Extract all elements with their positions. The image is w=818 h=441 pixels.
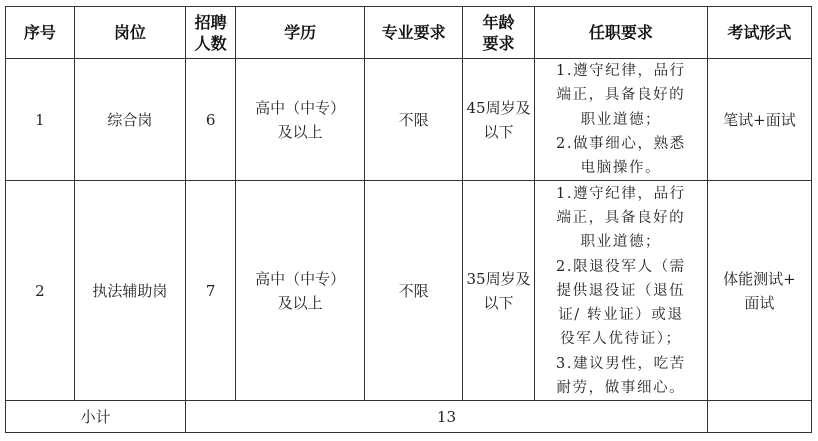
header-age: 年龄 要求 [463, 7, 535, 59]
header-position: 岗位 [74, 7, 185, 59]
cell-count: 7 [186, 181, 236, 401]
header-count: 招聘 人数 [186, 7, 236, 59]
cell-major: 不限 [365, 59, 463, 181]
header-requirements: 任职要求 [534, 7, 707, 59]
cell-exam: 体能测试+ 面试 [707, 181, 811, 401]
cell-position: 综合岗 [74, 59, 185, 181]
subtotal-empty-cell [707, 401, 811, 433]
header-education: 学历 [236, 7, 365, 59]
subtotal-label: 小计 [6, 401, 186, 433]
subtotal-total: 13 [186, 401, 708, 433]
cell-exam: 笔试+面试 [707, 59, 811, 181]
cell-requirements: 1.遵守纪律，品行 端正，具备良好的 职业道德； 2.限退役军人（需 提供退役证（退伍 证/ 转业证）或退 役军人优待证）； 3.建议男性，吃苦 耐劳，做事细心。 [534, 181, 707, 401]
cell-age: 45周岁及 以下 [463, 59, 535, 181]
cell-education: 高中（中专） 及以上 [236, 181, 365, 401]
subtotal-row [6, 401, 812, 433]
header-exam: 考试形式 [707, 7, 811, 59]
cell-major: 不限 [365, 181, 463, 401]
header-row [6, 7, 812, 59]
table-row [6, 59, 812, 181]
cell-index: 2 [6, 181, 75, 401]
table-row [6, 181, 812, 401]
cell-age: 35周岁及 以下 [463, 181, 535, 401]
header-index: 序号 [6, 7, 75, 59]
cell-index: 1 [6, 59, 75, 181]
cell-position: 执法辅助岗 [74, 181, 185, 401]
recruitment-table [5, 6, 812, 433]
cell-education: 高中（中专） 及以上 [236, 59, 365, 181]
cell-requirements: 1.遵守纪律，品行 端正，具备良好的 职业道德； 2.做事细心，熟悉 电脑操作。 [534, 59, 707, 181]
cell-count: 6 [186, 59, 236, 181]
header-major: 专业要求 [365, 7, 463, 59]
